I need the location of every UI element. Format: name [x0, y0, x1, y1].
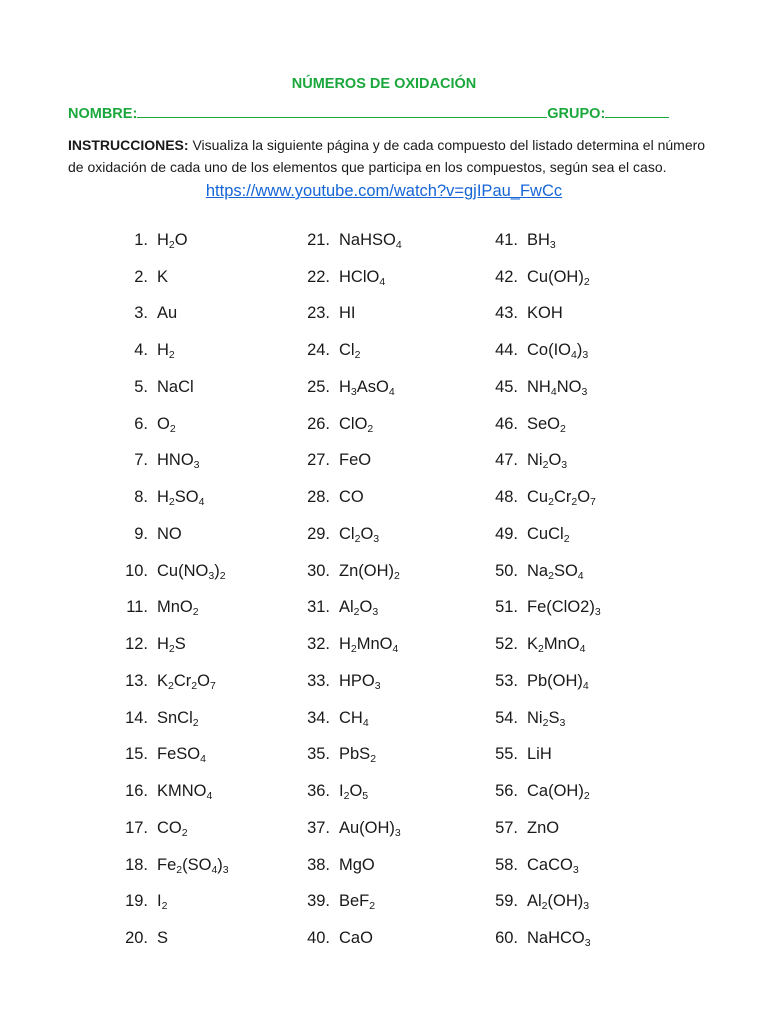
compound-formula: $Co(IO_4)_3$ — [527, 341, 589, 362]
compound-item — [296, 553, 402, 590]
grupo-label: GRUPO: — [547, 106, 606, 122]
compound-item — [110, 332, 229, 369]
compound-item — [110, 479, 229, 516]
compound-formula: LiH — [527, 745, 552, 764]
compound-formula: Au — [157, 304, 178, 323]
compound-number: 22. — [307, 267, 330, 286]
compound-formula: CaCO$_3$ — [527, 855, 579, 876]
compound-number: 17. — [125, 818, 148, 837]
compound-item — [296, 773, 402, 810]
compound-number: 15. — [125, 745, 148, 764]
compound-item — [484, 479, 601, 516]
compound-formula: $I_2O_5$ — [339, 782, 369, 803]
compound-item — [110, 920, 229, 957]
compound-formula: $Pb(OH)_4$ — [527, 671, 589, 692]
compound-formula: SnCl$_2$ — [157, 708, 199, 729]
compound-item — [110, 700, 229, 737]
compound-formula: NaHCO$_3$ — [527, 929, 591, 950]
compound-item — [296, 479, 402, 516]
compound-item — [296, 847, 402, 884]
instructions-text: Visualiza la siguiente página y de cada compuesto del listado determina el número de oxidación de cada uno de los elementos que participa en los compuestos, según sea el caso. — [68, 137, 706, 175]
compound-number: 46. — [495, 414, 518, 433]
compound-formula: $Ni_2O_3$ — [527, 451, 568, 472]
compound-item — [484, 847, 601, 884]
compound-formula: ClO$_2$ — [339, 414, 374, 435]
compound-number: 19. — [125, 892, 148, 911]
compound-number: 58. — [495, 855, 518, 874]
compound-formula: $Al_2(OH)_3$ — [527, 892, 590, 913]
compound-item — [110, 884, 229, 921]
compound-number: 1. — [134, 230, 148, 249]
compound-number: 45. — [495, 377, 518, 396]
compound-number: 36. — [307, 782, 330, 801]
compound-number: 50. — [495, 561, 518, 580]
compound-number: 39. — [307, 892, 330, 911]
compound-formula: $Cu(OH)_2$ — [527, 267, 590, 288]
compound-number: 29. — [307, 524, 330, 543]
compound-number: 3. — [134, 304, 148, 323]
compound-formula: $Na_2SO_4$ — [527, 561, 584, 582]
compound-formula: $K_2Cr_2O_7$ — [157, 671, 216, 692]
compound-formula: S — [157, 929, 169, 948]
compound-number: 16. — [125, 782, 148, 801]
compound-item — [484, 810, 601, 847]
compound-number: 18. — [125, 855, 148, 874]
compound-item — [110, 847, 229, 884]
compound-item — [296, 700, 402, 737]
compound-formula: NO — [157, 524, 182, 543]
compound-formula: BeF$_2$ — [339, 892, 376, 913]
nombre-label: NOMBRE: — [68, 106, 138, 122]
compound-column-1 — [110, 222, 229, 957]
compound-formula: CO — [339, 488, 364, 507]
compound-item — [110, 553, 229, 590]
compound-item — [296, 296, 402, 333]
compound-number: 14. — [125, 708, 148, 727]
compound-formula: CuCl$_2$ — [527, 524, 570, 545]
compound-formula: $CO_2$ — [157, 818, 188, 839]
compound-item — [110, 773, 229, 810]
compound-formula: FeSO$_4$ — [157, 745, 206, 766]
compound-number: 32. — [307, 635, 330, 654]
compound-number: 55. — [495, 745, 518, 764]
compound-item — [484, 332, 601, 369]
compound-number: 26. — [307, 414, 330, 433]
compound-number: 33. — [307, 671, 330, 690]
compound-formula: K — [157, 267, 169, 286]
compound-number: 37. — [307, 818, 330, 837]
compound-number: 59. — [495, 892, 518, 911]
compound-number: 40. — [307, 929, 330, 948]
compound-item — [296, 222, 402, 259]
compound-item — [296, 626, 402, 663]
compound-item — [484, 773, 601, 810]
compound-item — [484, 222, 601, 259]
compound-number: 6. — [134, 414, 148, 433]
compound-number: 54. — [495, 708, 518, 727]
compound-number: 27. — [307, 451, 330, 470]
compound-item — [296, 810, 402, 847]
compound-item — [484, 920, 601, 957]
compound-formula: $O_2$ — [157, 414, 176, 435]
compound-number: 12. — [125, 635, 148, 654]
compound-number: 5. — [134, 377, 148, 396]
compound-item — [296, 516, 402, 553]
compound-formula: NaCl — [157, 377, 194, 396]
compound-number: 43. — [495, 304, 518, 323]
compound-formula: KOH — [527, 304, 563, 323]
compound-formula: $I_2$ — [157, 892, 168, 913]
compound-item — [484, 259, 601, 296]
compound-item — [484, 590, 601, 627]
nombre-blank[interactable] — [137, 104, 547, 118]
compound-formula: $Cu(NO_3)_2$ — [157, 561, 226, 582]
compound-formula: CaO — [339, 929, 373, 948]
compound-number: 42. — [495, 267, 518, 286]
compound-item — [296, 590, 402, 627]
compound-formula: $HNO_3$ — [157, 451, 200, 472]
compound-formula: MnO$_2$ — [157, 598, 199, 619]
compound-formula: $H_2$ — [157, 341, 175, 362]
compound-item — [110, 590, 229, 627]
compound-number: 57. — [495, 818, 518, 837]
compound-number: 38. — [307, 855, 330, 874]
compound-formula: FeO — [339, 451, 372, 470]
name-group-line — [68, 104, 680, 122]
compound-formula: $Al_2O_3$ — [339, 598, 379, 619]
compound-item — [296, 332, 402, 369]
compound-item — [484, 884, 601, 921]
compound-formula: $NH_4NO_3$ — [527, 377, 588, 398]
compound-formula: $BH_3$ — [527, 230, 556, 251]
compound-item — [296, 259, 402, 296]
compound-formula: $Ni_2S_3$ — [527, 708, 566, 729]
compound-number: 28. — [307, 488, 330, 507]
compound-item — [110, 810, 229, 847]
compound-number: 31. — [307, 598, 330, 617]
compound-number: 7. — [134, 451, 148, 470]
compound-number: 44. — [495, 341, 518, 360]
compound-number: 8. — [134, 488, 148, 507]
compound-item — [484, 553, 601, 590]
compound-formula: $Zn(OH)_2$ — [339, 561, 400, 582]
compound-item — [296, 443, 402, 480]
compound-item — [110, 222, 229, 259]
compound-number: 52. — [495, 635, 518, 654]
compound-item — [484, 626, 601, 663]
compound-item — [296, 884, 402, 921]
compound-item — [110, 296, 229, 333]
compound-item — [484, 663, 601, 700]
compound-number: 60. — [495, 929, 518, 948]
compound-formula: $Cl_2$ — [339, 341, 361, 362]
youtube-link[interactable]: https://www.youtube.com/watch?v=gjIPau_FwCc — [205, 182, 563, 200]
compound-formula: $Fe_2(SO_4)_3$ — [157, 855, 229, 876]
compound-number: 9. — [134, 524, 148, 543]
compound-number: 47. — [495, 451, 518, 470]
compound-number: 34. — [307, 708, 330, 727]
compound-number: 25. — [307, 377, 330, 396]
instructions-label: INSTRUCCIONES: — [68, 137, 189, 153]
compound-formula: NaHSO$_4$ — [339, 230, 402, 251]
compound-number: 10. — [125, 561, 148, 580]
compound-item — [110, 626, 229, 663]
compound-formula: MgO — [339, 855, 375, 874]
compound-formula: $KMNO_4$ — [157, 782, 213, 803]
compound-number: 48. — [495, 488, 518, 507]
compound-item — [296, 663, 402, 700]
compound-formula: $H_2MnO_4$ — [339, 635, 399, 656]
compound-number: 41. — [495, 230, 518, 249]
compound-item — [296, 737, 402, 774]
compound-number: 13. — [125, 671, 148, 690]
compound-item — [484, 443, 601, 480]
compound-formula: $HPO_3$ — [339, 671, 381, 692]
compound-formula: SeO$_2$ — [527, 414, 566, 435]
compound-item — [110, 516, 229, 553]
compound-number: 51. — [495, 598, 518, 617]
compound-item — [484, 369, 601, 406]
compound-item — [484, 700, 601, 737]
compound-number: 2. — [134, 267, 148, 286]
compound-number: 56. — [495, 782, 518, 801]
compound-number: 49. — [495, 524, 518, 543]
compound-item — [110, 737, 229, 774]
compound-formula: HI — [339, 304, 356, 323]
compound-formula: $H_2O$ — [157, 230, 188, 251]
grupo-blank[interactable] — [605, 104, 669, 118]
compound-item — [110, 663, 229, 700]
compound-formula: $H_2SO_4$ — [157, 488, 205, 509]
compound-formula: PbS$_2$ — [339, 745, 377, 766]
compound-number: 11. — [126, 598, 148, 617]
compound-formula: $Cu_2Cr_2O_7$ — [527, 488, 596, 509]
compound-item — [110, 443, 229, 480]
compound-formula: $H_2S$ — [157, 635, 186, 656]
compound-number: 21. — [307, 230, 330, 249]
compound-item — [296, 920, 402, 957]
compound-item — [484, 737, 601, 774]
compound-formula: $H_3AsO_4$ — [339, 377, 395, 398]
compound-column-3 — [484, 222, 601, 957]
compound-item — [484, 516, 601, 553]
compound-item — [110, 259, 229, 296]
compound-item — [296, 406, 402, 443]
compound-formula: $Ca(OH)_2$ — [527, 782, 590, 803]
compound-formula: $Cl_2O_3$ — [339, 524, 380, 545]
compound-number: 53. — [495, 671, 518, 690]
compound-number: 20. — [125, 929, 148, 948]
compound-formula: $K_2MnO_4$ — [527, 635, 586, 656]
compound-number: 23. — [307, 304, 330, 323]
compound-formula: HClO$_4$ — [339, 267, 386, 288]
compound-column-2 — [296, 222, 402, 957]
compound-number: 30. — [307, 561, 330, 580]
compound-number: 24. — [307, 341, 330, 360]
compound-number: 35. — [307, 745, 330, 764]
compound-item — [484, 296, 601, 333]
page-title: NÚMEROS DE OXIDACIÓN — [291, 76, 477, 92]
compound-formula: $CH_4$ — [339, 708, 369, 729]
compound-item — [296, 369, 402, 406]
instructions — [68, 134, 718, 178]
compound-formula: $Fe(ClO2)_3$ — [527, 598, 601, 619]
compound-item — [110, 369, 229, 406]
compound-item — [110, 406, 229, 443]
compound-item — [484, 406, 601, 443]
compound-number: 4. — [134, 341, 148, 360]
compound-formula: ZnO — [527, 818, 560, 837]
compound-formula: $Au(OH)_3$ — [339, 818, 401, 839]
